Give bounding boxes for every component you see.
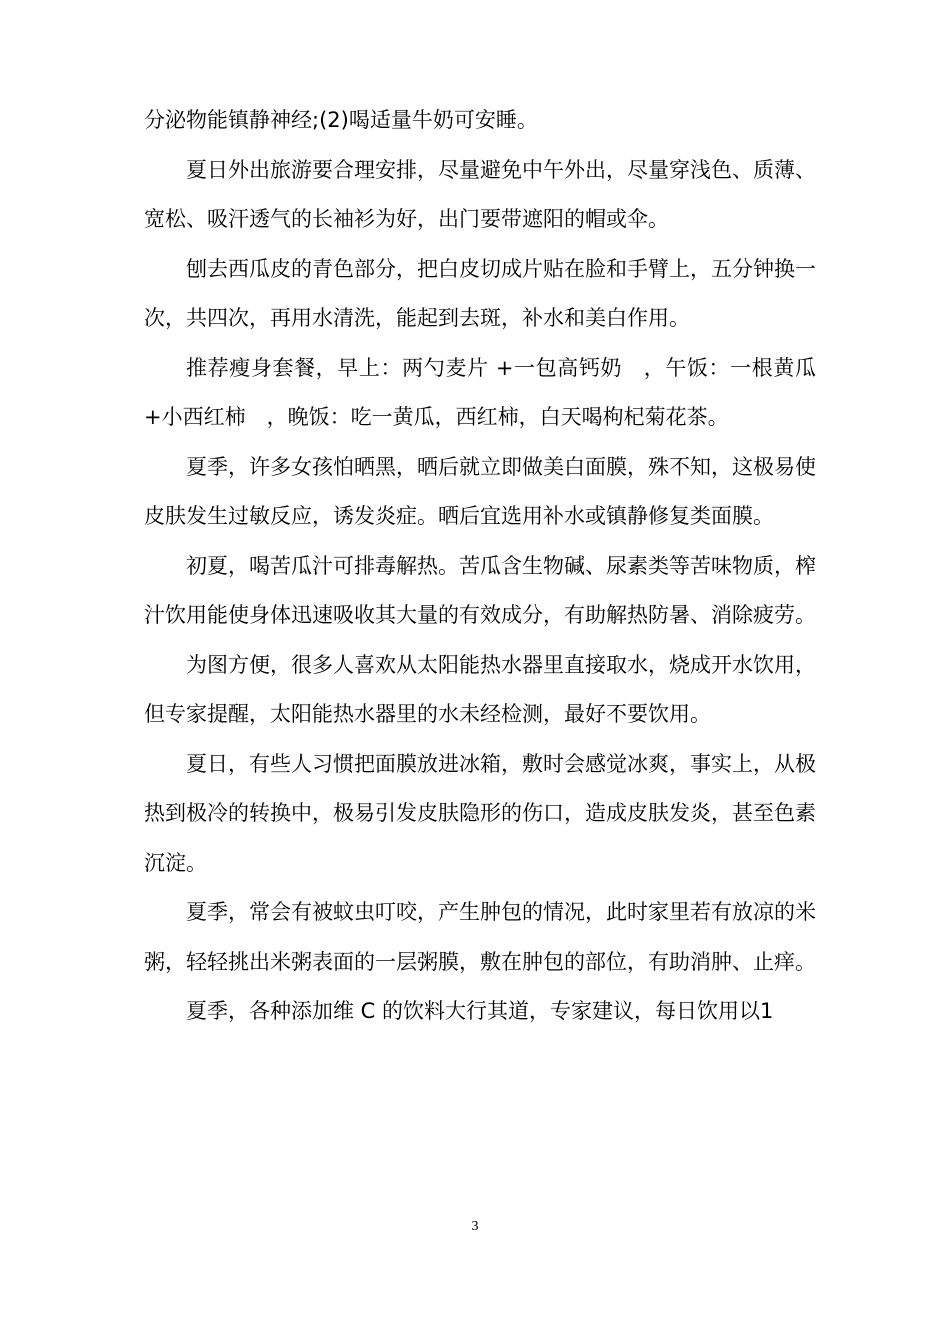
paragraph: 刨去西瓜皮的青色部分，把白皮切成片贴在脸和手臂上，五分钟换一次，共四次，再用水清洗，能起到去斑，补水和美白作用。 (144, 256, 816, 330)
paragraph-continuation: 分泌物能镇静神经;(2)喝适量牛奶可安睡。 (144, 108, 538, 132)
paragraph: 夏季，许多女孩怕晒黑，晒后就立即做美白面膜，殊不知，这极易使皮肤发生过敏反应，诱发炎症。晒后宜选用补水或镇静修复类面膜。 (144, 454, 816, 528)
paragraph: 夏日，有些人习惯把面膜放进冰箱，敷时会感觉冰爽，事实上，从极热到极冷的转换中，极易引发皮肤隐形的伤口，造成皮肤发炎，甚至色素沉淀。 (144, 751, 816, 875)
paragraph: 夏季，常会有被蚊虫叮咬，产生肿包的情况，此时家里若有放凉的米粥，轻轻挑出米粥表面的一层粥膜，敷在肿包的部位，有助消肿、止痒。 (144, 900, 816, 974)
paragraph: 初夏，喝苦瓜汁可排毒解热。苦瓜含生物碱、尿素类等苦味物质，榨汁饮用能使身体迅速吸收其大量的有效成分，有助解热防暑、消除疲劳。 (144, 553, 816, 627)
page-number: 3 (471, 1219, 479, 1234)
paragraph: 夏季，各种添加维 C 的饮料大行其道，专家建议，每日饮用以1 (186, 999, 774, 1023)
document-body (144, 96, 816, 1037)
paragraph: 推荐瘦身套餐，早上：两勺麦片 +一包高钙奶 ，午饭：一根黄瓜+小西红柿 ，晚饭：吃一黄瓜，西红柿，白天喝枸杞菊花茶。 (144, 355, 816, 429)
paragraph: 夏日外出旅游要合理安排，尽量避免中午外出，尽量穿浅色、质薄、宽松、吸汗透气的长袖衫为好，出门要带遮阳的帽或伞。 (144, 157, 816, 231)
paragraph: 为图方便，很多人喜欢从太阳能热水器里直接取水，烧成开水饮用，但专家提醒，太阳能热水器里的水未经检测，最好不要饮用。 (144, 652, 816, 726)
